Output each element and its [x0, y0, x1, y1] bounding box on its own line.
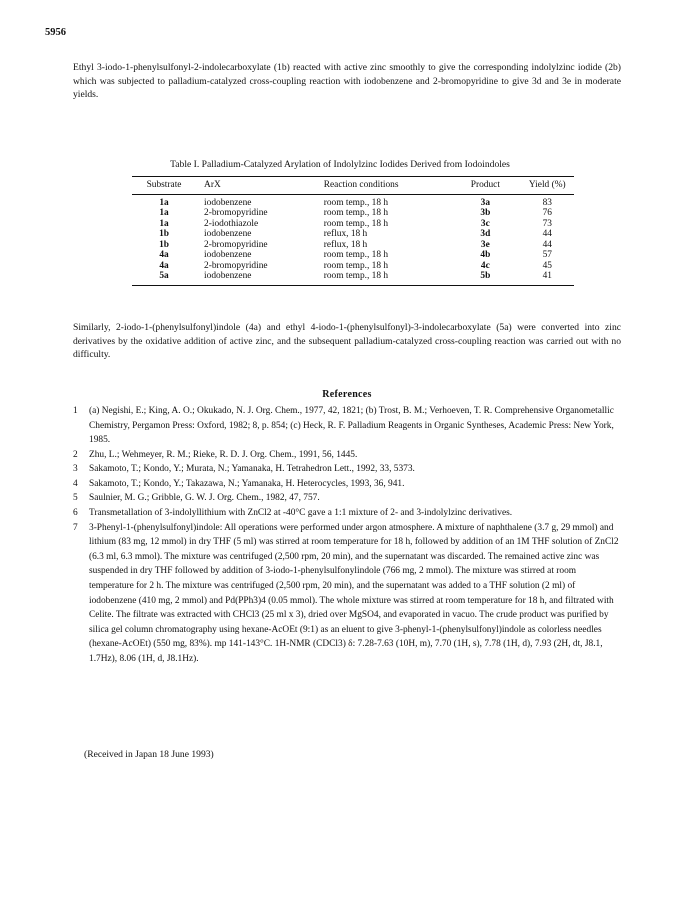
reference-number: 7 — [73, 522, 78, 533]
cell-substrate: 5a — [132, 271, 196, 285]
reference-item — [73, 521, 621, 667]
intro-text: Ethyl 3-iodo-1-phenylsulfonyl-2-indolecarboxylate (1b) reacted with active zinc smoothly to give the corresponding indolylzinc iodide (2b) which was subjected to palladium-catalyzed cross-coupling reaction with iodobenzene and 2-bromopyridine to give 3d and 3e in moderate yields. — [73, 62, 621, 101]
cell-substrate: 4a — [159, 250, 169, 261]
header-product: Product — [450, 177, 520, 195]
intro-paragraph — [73, 61, 621, 102]
cell-arx: iodobenzene — [204, 229, 252, 240]
header-arx: ArX — [196, 177, 318, 195]
header-substrate: Substrate — [132, 177, 196, 195]
cell-conditions: room temp., 18 h — [323, 260, 389, 271]
cell-substrate: 1b — [159, 229, 169, 240]
cell-yield: 73 — [542, 218, 552, 229]
cell-yield: 44 — [542, 229, 552, 240]
cell-product: 3c — [480, 218, 490, 229]
reference-number: 5 — [73, 493, 78, 504]
cell-arx: 2-bromopyridine — [204, 260, 268, 271]
reference-text: Sakamoto, T.; Kondo, Y.; Murata, N.; Yamanaka, H. Tetrahedron Lett., 1992, 33, 5373. — [89, 464, 415, 475]
received-date: (Received in Japan 18 June 1993) — [84, 749, 214, 760]
cell-product: 5b — [450, 271, 520, 285]
cell-conditions: room temp., 18 h — [323, 197, 389, 208]
table-row — [132, 208, 574, 219]
second-paragraph-text: Similarly, 2-iodo-1-(phenylsulfonyl)indole (4a) and ethyl 4-iodo-1-(phenylsulfonyl)-3-indolecarboxylate (5a) were converted into zinc derivatives by the oxidative addition of active zinc, and the subsequent palladium-catalyzed cross-coupling reaction was carried out with no difficulty. — [73, 322, 621, 361]
references-list — [73, 404, 621, 666]
reference-number: 6 — [73, 508, 78, 519]
table-row — [132, 219, 574, 230]
cell-product: 4c — [480, 260, 490, 271]
header-yield: Yield (%) — [521, 177, 574, 195]
cell-yield: 44 — [542, 239, 552, 250]
cell-substrate: 1a — [159, 208, 169, 219]
reference-item — [73, 462, 621, 477]
reference-text: (a) Negishi, E.; King, A. O.; Okukado, N. J. Org. Chem., 1977, 42, 1821; (b) Trost, B. M.; Verhoeven, T. R. Comprehensive Organometallic Chemistry, Pergamon Press: Oxford, 1982; 8, p. 854; (c) Heck, R. F. Palladium Reagents in Organic Syntheses, Academic Press: New York, 1985. — [89, 406, 614, 446]
cell-yield: 83 — [542, 197, 552, 208]
reference-text: Saulnier, M. G.; Gribble, G. W. J. Org. Chem., 1982, 47, 757. — [89, 493, 320, 504]
reference-text: Zhu, L.; Wehmeyer, R. M.; Rieke, R. D. J. Org. Chem., 1991, 56, 1445. — [89, 449, 358, 460]
cell-conditions: room temp., 18 h — [323, 250, 389, 261]
reference-item — [73, 491, 621, 506]
reference-number: 3 — [73, 464, 78, 475]
cell-product: 3a — [480, 197, 491, 208]
reference-text: 3-Phenyl-1-(phenylsulfonyl)indole: All operations were performed under argon atmosphere. A mixture of naphthalene (3.7 g, 29 mmol) and lithium (83 mg, 12 mmol) in dry THF (5 ml) was stirred at room temperature for 18 h, followed by addition of an 1M THF solution of ZnCl2 (6.3 ml, 6.3 mmol). The mixture was centrifuged (2,500 rpm, 20 min), and the supernatant was discarded. The remained active zinc was suspended in dry THF followed by addition of 3-iodo-1-phenylsulfonylindole (766 mg, 2 mmol). The mixture was stirred at room temperature for 2 h. The mixture was centrifuged (2,500 rpm, 20 min), and the supernatant was added to a THF solution (2 ml) of iodobenzene (410 mg, 2 mmol) and Pd(PPh3)4 (0.05 mmol). The whole mixture was stirred at room temperature for 18 h, and filtrated with Celite. The filtrate was extracted with CHCl3 (25 ml x 3), dried over MgSO4, and evaporated in vacuo. The crude product was purified by silica gel column chromatography using hexane-AcOEt (9:1) as an eluent to give 3-phenyl-1-(phenylsulfonyl)indole as colorless needles (hexane-AcOEt) (550 mg, 83%). mp 141-143°C. 1H-NMR (CDCl3) δ: 7.28-7.63 (10H, m), 7.70 (1H, s), 7.78 (1H, d), 7.93 (2H, dt, J8.1, 1.7Hz), 8.06 (1H, d, J8.1Hz). — [89, 522, 619, 664]
cell-conditions: room temp., 18 h — [323, 218, 389, 229]
cell-product: 3b — [480, 208, 491, 219]
reference-number: 1 — [73, 406, 78, 416]
cell-product: 3e — [480, 239, 490, 250]
reference-text: Sakamoto, T.; Kondo, Y.; Takazawa, N.; Yamanaka, H. Heterocycles, 1993, 36, 941. — [89, 478, 405, 489]
cell-yield: 45 — [542, 260, 552, 271]
cell-arx: iodobenzene — [204, 197, 252, 208]
page-number: 5956 — [45, 27, 66, 38]
table-caption: Table I. Palladium-Catalyzed Arylation of Indolylzinc Iodides Derived from Iodoindoles — [170, 159, 510, 170]
reference-number: 4 — [73, 478, 78, 489]
cell-product: 4b — [480, 250, 491, 261]
reference-item — [73, 506, 621, 521]
table-row — [132, 271, 574, 285]
cell-arx: iodobenzene — [204, 250, 252, 261]
cell-yield: 57 — [542, 250, 552, 261]
table-row — [132, 229, 574, 240]
cell-substrate: 1b — [159, 239, 169, 250]
table-header-row — [132, 177, 574, 195]
arylation-table — [132, 176, 574, 286]
cell-product: 3d — [480, 229, 491, 240]
cell-conditions: room temp., 18 h — [323, 208, 389, 219]
table-row — [132, 240, 574, 251]
reference-text: Transmetallation of 3-indolyllithium with ZnCl2 at -40°C gave a 1:1 mixture of 2- and 3-indolylzinc derivatives. — [89, 508, 513, 519]
reference-item — [73, 404, 621, 448]
cell-arx: 2-bromopyridine — [204, 239, 268, 250]
cell-arx: 2-iodothiazole — [204, 218, 259, 229]
cell-arx: 2-bromopyridine — [204, 208, 268, 219]
table-row — [132, 261, 574, 272]
cell-yield: 41 — [521, 271, 574, 285]
references-heading: References — [322, 389, 372, 400]
table-row — [132, 194, 574, 208]
cell-substrate: 1a — [159, 218, 169, 229]
cell-yield: 76 — [542, 208, 552, 219]
cell-conditions: reflux, 18 h — [323, 229, 368, 240]
reference-number: 2 — [73, 449, 78, 460]
reference-item — [73, 448, 621, 463]
cell-substrate: 1a — [159, 197, 169, 208]
table-row — [132, 250, 574, 261]
cell-arx: iodobenzene — [196, 271, 318, 285]
header-conditions: Reaction conditions — [318, 177, 450, 195]
reference-item — [73, 477, 621, 492]
second-paragraph — [73, 321, 621, 362]
cell-substrate: 4a — [159, 260, 169, 271]
cell-conditions: reflux, 18 h — [323, 239, 368, 250]
cell-conditions: room temp., 18 h — [318, 271, 450, 285]
